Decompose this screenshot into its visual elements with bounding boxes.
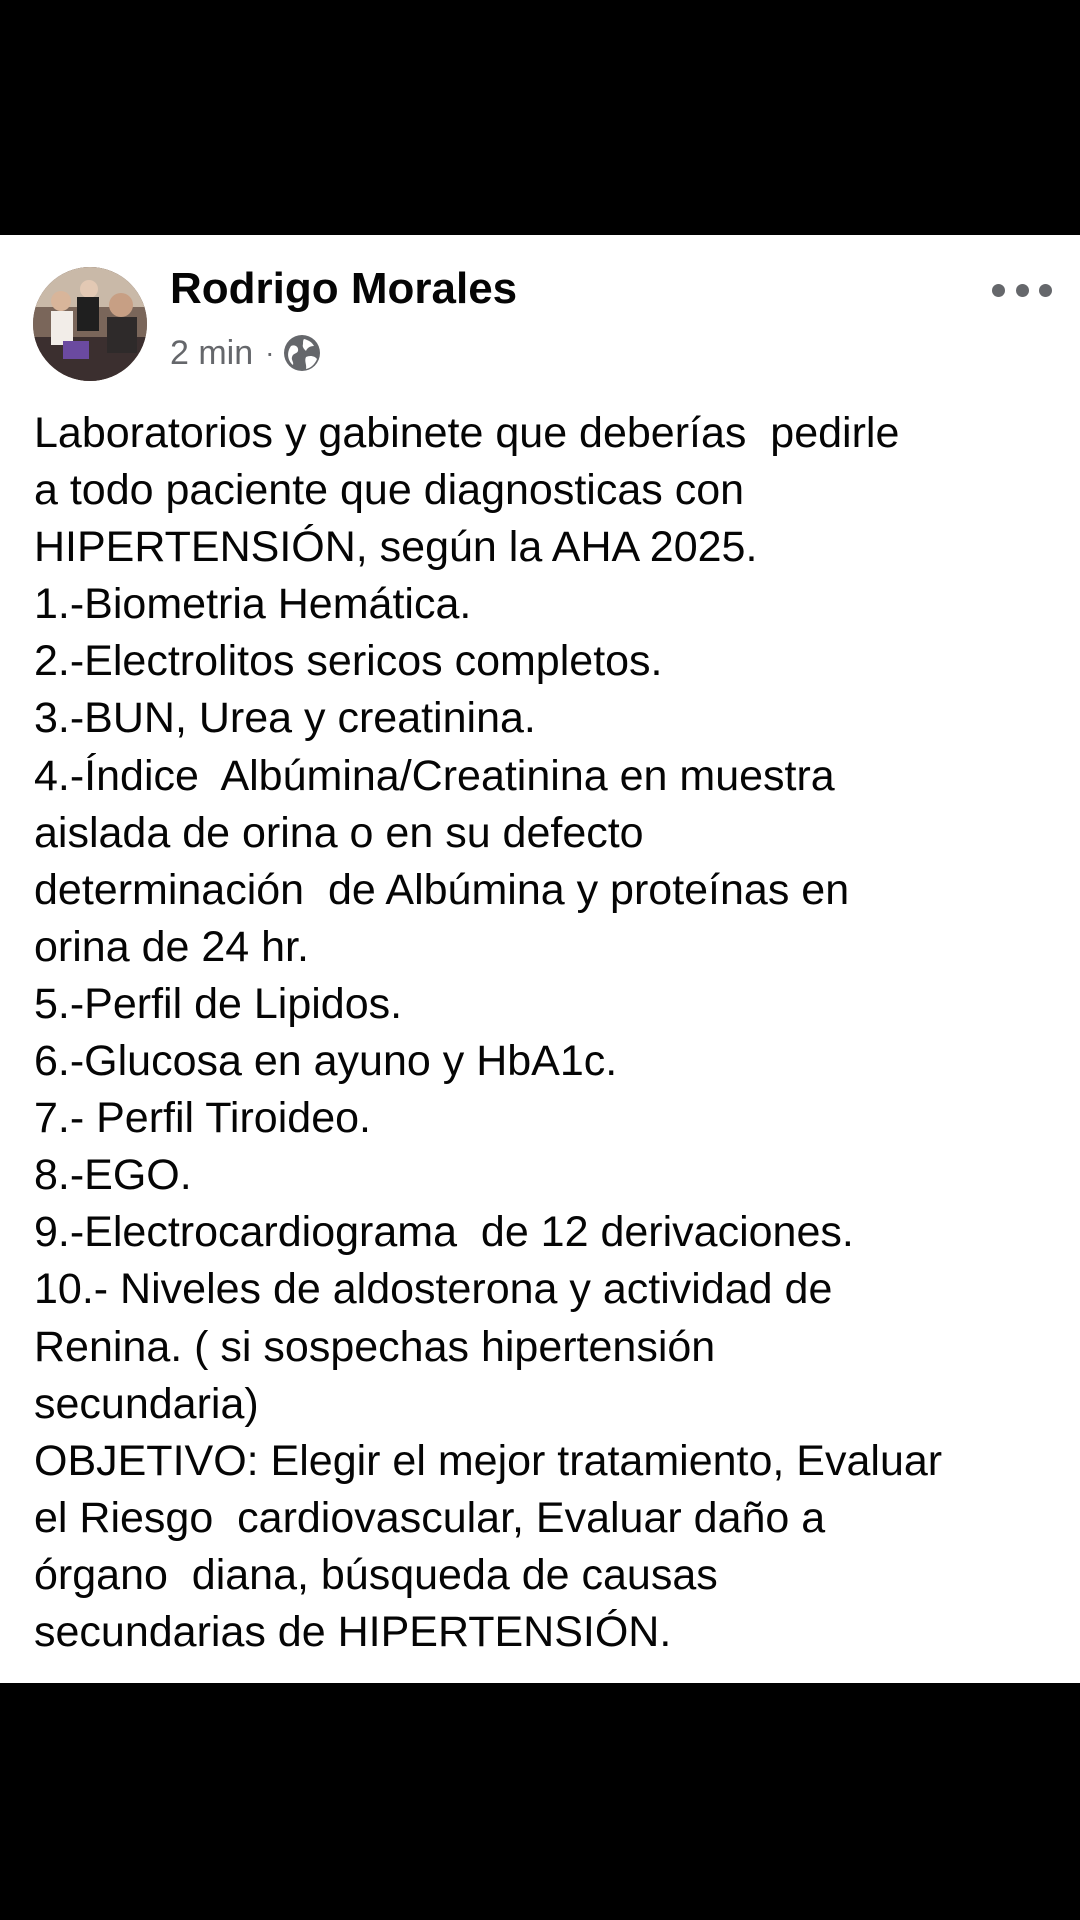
- post-text-line: 10.- Niveles de aldosterona y actividad de: [34, 1265, 833, 1314]
- facebook-post: [0, 235, 1080, 1683]
- post-text-line: secundaria): [34, 1379, 259, 1428]
- post-text-line: 4.-Índice Albúmina/Creatinina en muestra: [34, 751, 835, 800]
- more-options-button[interactable]: [992, 268, 1052, 312]
- post-text-line: Laboratorios y gabinete que deberías pedirle: [34, 409, 900, 457]
- post-text-line: el Riesgo cardiovascular, Evaluar daño a: [34, 1493, 826, 1542]
- avatar-photo: [33, 267, 147, 381]
- post-text-line: orina de 24 hr.: [34, 922, 309, 971]
- more-horizontal-icon-dot: [1016, 284, 1029, 297]
- avatar[interactable]: [33, 267, 147, 381]
- post-text-line: 3.-BUN, Urea y creatinina.: [34, 694, 536, 743]
- author-name[interactable]: Rodrigo Morales: [170, 264, 518, 313]
- post-meta: [170, 330, 322, 376]
- meta-separator: ·: [265, 337, 275, 368]
- post-text-line: 8.-EGO.: [34, 1151, 192, 1200]
- post-text-line: HIPERTENSIÓN, según la AHA 2025.: [34, 523, 758, 572]
- more-horizontal-icon: [992, 284, 1005, 297]
- post-text-line: 5.-Perfil de Lipidos.: [34, 979, 403, 1028]
- post-text-line: OBJETIVO: Elegir el mejor tratamiento, Evaluar: [34, 1436, 943, 1485]
- top-black-bar: [0, 0, 1080, 235]
- more-horizontal-icon-dot: [1039, 284, 1052, 297]
- post-text-line: Renina. ( si sospechas hipertensión: [34, 1322, 716, 1371]
- post-text-line: determinación de Albúmina y proteínas en: [34, 865, 850, 914]
- bottom-black-bar: [0, 1683, 1080, 1920]
- post-text-line: secundarias de HIPERTENSIÓN.: [34, 1607, 672, 1656]
- post-text-line: aislada de orina o en su defecto: [34, 808, 644, 857]
- post-text-line: 6.-Glucosa en ayuno y HbA1c.: [34, 1037, 618, 1086]
- globe-icon[interactable]: [282, 333, 322, 373]
- post-text-line: órgano diana, búsqueda de causas: [34, 1550, 718, 1599]
- post-text-line: a todo paciente que diagnosticas con: [34, 466, 745, 515]
- post-text: [34, 405, 1064, 1661]
- post-text-line: 1.-Biometria Hemática.: [34, 580, 472, 629]
- post-text-line: 9.-Electrocardiograma de 12 derivaciones.: [34, 1208, 854, 1257]
- post-text-line: 2.-Electrolitos sericos completos.: [34, 637, 663, 686]
- post-time[interactable]: 2 min: [170, 333, 254, 372]
- post-text-line: 7.- Perfil Tiroideo.: [34, 1094, 371, 1143]
